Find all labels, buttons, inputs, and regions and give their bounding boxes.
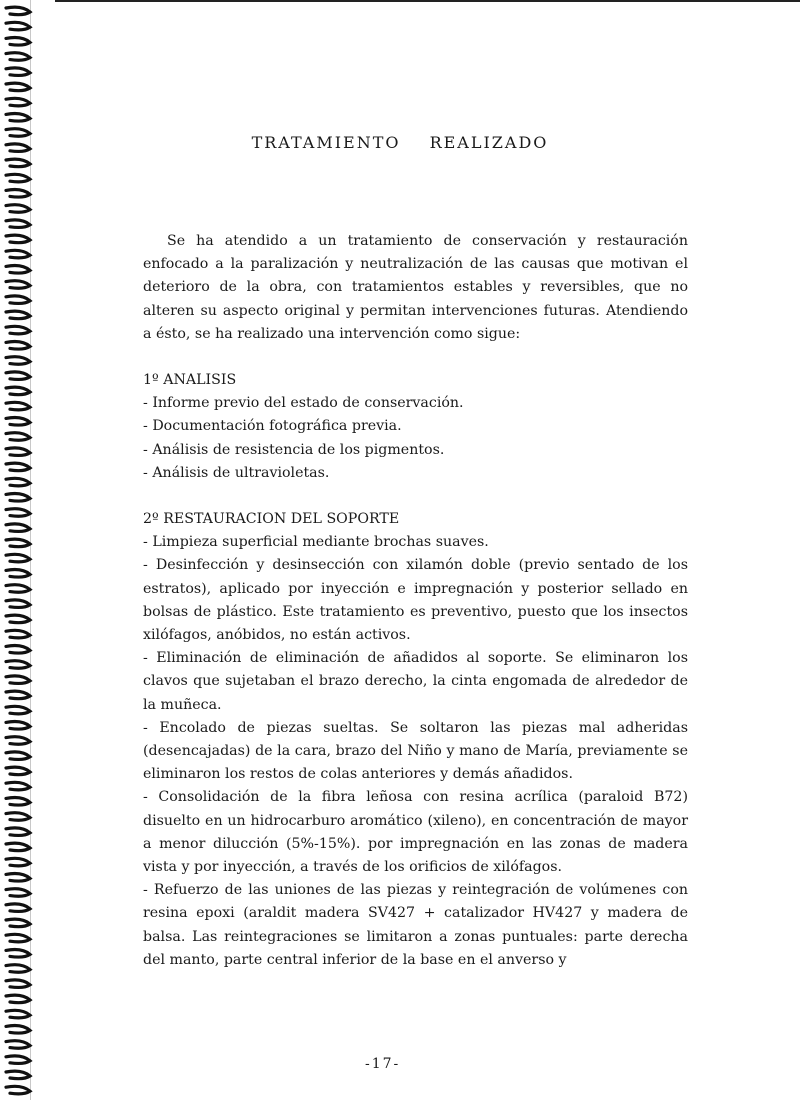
binding-ring xyxy=(6,600,30,608)
binding-ring xyxy=(6,798,30,806)
binding-ring xyxy=(6,448,30,456)
section-heading: 1º ANALISIS xyxy=(143,372,237,389)
binding-ring xyxy=(6,98,30,106)
binding-ring xyxy=(6,114,30,122)
binding-ring xyxy=(6,22,30,30)
binding-ring xyxy=(6,889,30,897)
binding-ring xyxy=(6,615,30,623)
binding-ring xyxy=(6,554,30,562)
binding-ring xyxy=(6,722,30,730)
binding-ring xyxy=(6,813,30,821)
binding-ring xyxy=(6,1086,30,1094)
page-number: -17- xyxy=(365,1056,401,1072)
list-item: - Desinfección y desinsección con xilamón doble (previo sentado de los estratos), aplicado por inyección e impregnación y posterior sellado en bolsas de plástico. Este tratamiento es preventivo, puesto que los insectos xilófagos, anóbidos, no están activos. xyxy=(143,554,688,647)
section-list xyxy=(143,531,688,972)
binding-ring xyxy=(6,676,30,684)
binding-ring xyxy=(6,433,30,441)
binding-ring xyxy=(6,235,30,243)
binding-ring xyxy=(6,68,30,76)
binding-ring xyxy=(6,646,30,654)
binding-ring xyxy=(6,980,30,988)
list-item: - Análisis de resistencia de los pigmentos. xyxy=(143,439,688,462)
binding-ring xyxy=(6,463,30,471)
section-list xyxy=(143,392,688,485)
binding-ring xyxy=(6,372,30,380)
list-item: - Limpieza superficial mediante brochas suaves. xyxy=(143,531,688,554)
binding-ring xyxy=(6,737,30,745)
binding-ring xyxy=(6,904,30,912)
binding-ring xyxy=(6,524,30,532)
list-item: - Encolado de piezas sueltas. Se soltaron las piezas mal adheridas (desencajadas) de la cara, brazo del Niño y mano de María, previamente se eliminaron los restos de colas anteriores y demás añadidos. xyxy=(143,717,688,787)
binding-ring xyxy=(6,570,30,578)
binding-ring xyxy=(6,858,30,866)
binding-ring xyxy=(6,281,30,289)
binding-ring xyxy=(6,387,30,395)
binding-ring xyxy=(6,205,30,213)
binding-ring xyxy=(6,326,30,334)
binding-ring xyxy=(6,478,30,486)
binding-ring xyxy=(6,934,30,942)
spiral-binding xyxy=(0,0,40,1100)
binding-ring xyxy=(6,159,30,167)
binding-ring xyxy=(6,767,30,775)
binding-ring xyxy=(6,509,30,517)
binding-ring xyxy=(6,585,30,593)
binding-ring xyxy=(6,752,30,760)
binding-ring xyxy=(6,296,30,304)
binding-ring xyxy=(6,965,30,973)
binding-ring xyxy=(6,342,30,350)
binding-ring xyxy=(6,357,30,365)
page-title: TRATAMIENTO REALIZADO xyxy=(251,133,549,152)
binding-ring xyxy=(6,494,30,502)
binding-ring xyxy=(6,706,30,714)
binding-ring xyxy=(6,1041,30,1049)
section-analisis xyxy=(143,369,688,485)
binding-ring xyxy=(6,7,30,15)
binding-ring xyxy=(6,53,30,61)
binding-ring xyxy=(6,1026,30,1034)
binding-ring xyxy=(6,250,30,258)
binding-ring xyxy=(6,828,30,836)
binding-ring xyxy=(6,661,30,669)
section-heading: 2º RESTAURACION DEL SOPORTE xyxy=(143,511,400,528)
binding-ring xyxy=(6,402,30,410)
top-rule xyxy=(55,0,800,6)
binding-ring xyxy=(6,782,30,790)
binding-ring xyxy=(6,539,30,547)
binding-ring xyxy=(6,38,30,46)
section-restauracion-soporte xyxy=(143,508,688,972)
binding-ring xyxy=(6,1056,30,1064)
binding-ring xyxy=(6,950,30,958)
binding-ring xyxy=(6,266,30,274)
binding-ring xyxy=(6,220,30,228)
binding-ring xyxy=(6,174,30,182)
binding-ring xyxy=(6,691,30,699)
intro-paragraph: Se ha atendido a un tratamiento de conservación y restauración enfocado a la paralización y neutralización de las causas que motivan el deterioro de la obra, con tratamientos estables y reversibles, que no alteren su aspecto original y permitan intervenciones futuras. Atendiendo a ésto, se ha realizado una intervención como sigue: xyxy=(143,233,688,342)
binding-ring xyxy=(6,1010,30,1018)
binding-ring xyxy=(6,874,30,882)
list-item: - Análisis de ultravioletas. xyxy=(143,462,688,485)
list-item: - Documentación fotográfica previa. xyxy=(143,415,688,438)
binding-ring xyxy=(6,83,30,91)
binding-ring xyxy=(6,995,30,1003)
list-item: - Refuerzo de las uniones de las piezas y reintegración de volúmenes con resina epoxi (araldit madera SV427 + catalizador HV427 y madera de balsa. Las reintegraciones se limitaron a zonas puntuales: parte derecha del manto, parte central inferior de la base en el anverso y xyxy=(143,879,688,972)
list-item: - Informe previo del estado de conservación. xyxy=(143,392,688,415)
binding-ring xyxy=(6,190,30,198)
list-item: - Consolidación de la fibra leñosa con resina acrílica (paraloid B72) disuelto en un hidrocarburo aromático (xileno), en concentración de mayor a menor dilucción (5%-15%). por impregnación en las zonas de madera vista y por inyección, a través de los orificios de xilófagos. xyxy=(143,786,688,879)
binding-ring xyxy=(6,418,30,426)
binding-ring xyxy=(6,311,30,319)
list-item: - Eliminación de eliminación de añadidos al soporte. Se eliminaron los clavos que sujetaban el brazo derecho, la cinta engomada de alrededor de la muñeca. xyxy=(143,647,688,717)
document-body xyxy=(143,230,688,972)
binding-ring xyxy=(6,919,30,927)
binding-ring xyxy=(6,1071,30,1079)
binding-ring xyxy=(6,843,30,851)
binding-ring xyxy=(6,630,30,638)
